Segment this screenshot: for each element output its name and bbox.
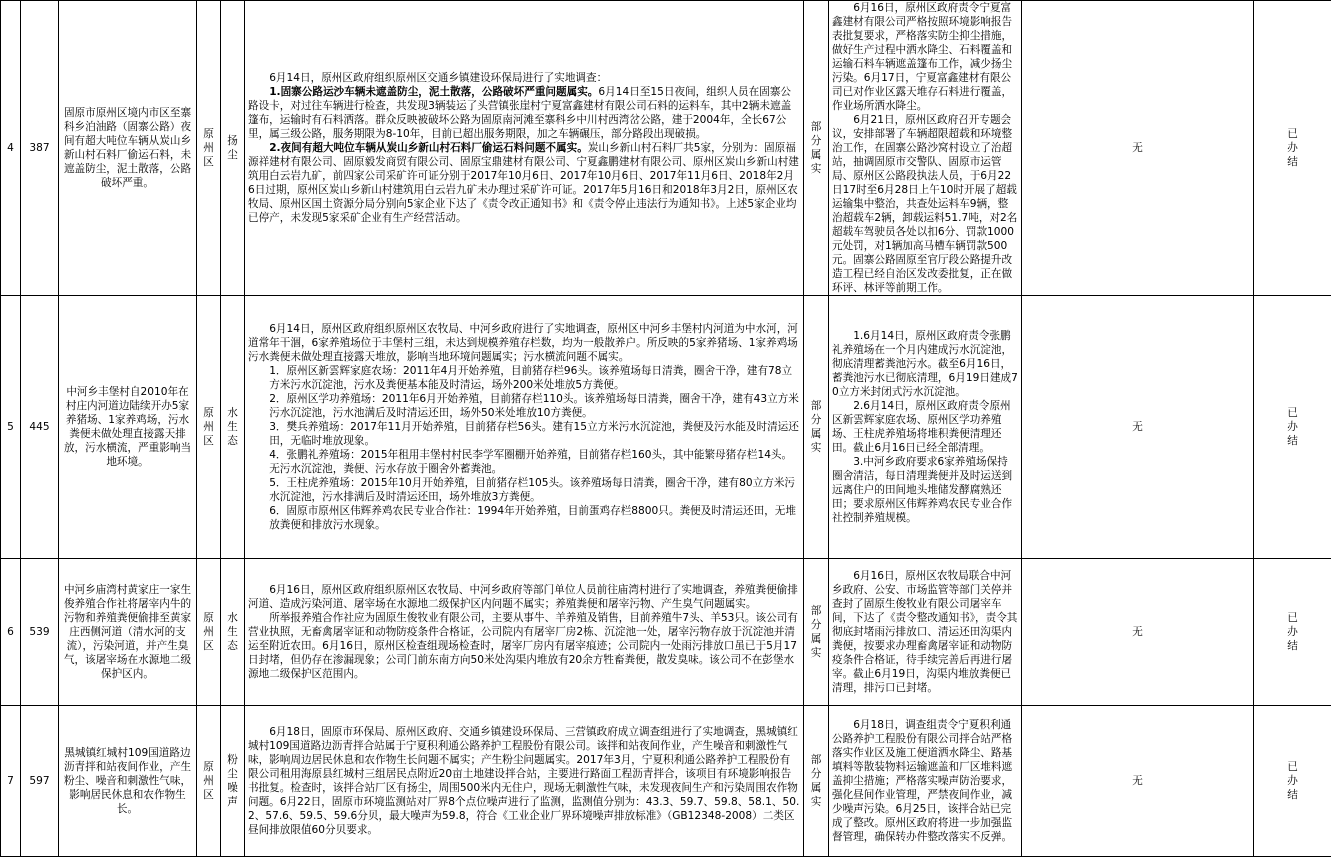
complaint-description: 中河乡丰堡村自2010年在村庄内河道边陆续开办5家养猪场、1家养鸡场，污水粪便未做处理直接露天排放，污水横流，严重影响当地环境。 — [59, 296, 197, 559]
row-index: 7 — [1, 706, 21, 857]
finding-detail: 炭山乡新山村石料厂共5家，分别为：固原福源祥建材有限公司、固原毅发商贸有限公司、固原宝鼎建材有限公司、宁夏鑫鹏建材有限公司、原州区炭山乡新山村建筑用白云岩九矿，前四家公司采矿许可证分别于2017年10月6日、2017年10月6日、2017年11月6日、2018年2月6日过期，原州区炭山乡新山村建筑用白云岩九矿未办理过采矿许可证。2017年5月16日和2018年3月2日，原州区农牧局、原州区国土资源分局分别向5家企业下达了《责令改正通知书》和《责令停止违法行为通知书》。上述5家企业均已停产，未发现5家采矿企业有生产经营活动。 — [248, 142, 799, 224]
investigation-paragraph: 3．樊兵养殖场：2017年11月开始养殖，目前猪存栏56头。建有15立方米污水沉淀池，粪便及污水能及时清运还田，无临时堆放现象。 — [248, 420, 800, 448]
investigation-paragraph — [248, 141, 800, 225]
table-row — [1, 296, 1331, 559]
rectification-paragraph: 2.6月14日，原州区政府责令原州区新雲辉家庭农场、原州区学功养殖场、王柱虎养殖场将堆积粪便清理还田。截止6月16日已经全部清理。 — [832, 399, 1018, 455]
investigation-details — [245, 296, 804, 559]
table-row — [1, 706, 1331, 857]
complaint-number: 445 — [21, 296, 59, 559]
verification-result: 部分属实 — [804, 296, 829, 559]
investigation-paragraph — [248, 85, 800, 141]
admin-area: 原州区 — [197, 559, 221, 706]
status: 已办结 — [1254, 296, 1331, 559]
investigation-paragraph: 2．原州区学功养殖场：2011年6月开始养殖，目前猪存栏110头。该养殖场每日清粪，圈舍干净，建有43立方米污水沉淀池，污水池满后及时清运还田，场外50米处堆放10方粪便。 — [248, 392, 800, 420]
finding-detail: 6月14日至15日夜间，组织人员在固寨公路设卡，对过往车辆进行检查，共发现3辆装运了头营镇张崖村宁夏富鑫建材有限公司石料的运料车，其中2辆未遮盖篷布，运输时有石料洒落。群众反映被破坏公路为固原南河滩至寨科乡中川村西湾岔公路，建于2004年，全长67公里，属三级公路，服务期限为8-10年，目前已超出服务期限，加之车辆碾压，部分路段出现破损。 — [248, 86, 791, 140]
investigation-paragraph: 5．王柱虎养殖场：2015年10月开始养殖，目前猪存栏105头。该养殖场每日清粪，圈舍干净，建有80立方米污水沉淀池，污水排满后及时清运还田，场外堆放3方粪便。 — [248, 476, 800, 504]
row-index: 5 — [1, 296, 21, 559]
complaint-description: 固原市原州区境内市区至寨科乡泊油路（固寨公路）夜间有超大吨位车辆从炭山乡新山村石料厂偷运石料，未遮盖防尘，泥土散落，公路破坏严重。 — [59, 1, 197, 296]
table-row — [1, 559, 1331, 706]
accountability: 无 — [1022, 706, 1254, 857]
rectification-details — [829, 706, 1022, 857]
finding-heading: 1.固寨公路运沙车辆未遮盖防尘，泥土散落，公路破坏严重问题属实。 — [269, 86, 598, 98]
pollution-type: 粉尘噪声 — [221, 706, 245, 857]
investigation-details — [245, 559, 804, 706]
admin-area: 原州区 — [197, 296, 221, 559]
complaint-description: 中河乡庙湾村黄家庄一家生俊养殖合作社将屠宰内牛的污物和养殖粪便偷排至黄家庄西侧河道（清水河的支流），污染河道，并产生臭气，该屠宰场在水源地二级保护区内。 — [59, 559, 197, 706]
rectification-paragraph: 6月21日，原州区政府召开专题会议，安排部署了车辆超限超载和环境整治工作，在固寨公路沙窝村设立了治超站，抽调固原市交警队、固原市运管局、原州区公路段执法人员，于6月22日17时至6月28日上午10时开展了超载运输集中整治，共查处运料车9辆，整治超载车2辆，卸载运料51.7吨，对2名超载车驾驶员各处以扣6分、罚款1000元处罚，对1辆加高马槽车辆罚款500元。固寨公路固原至官厅段公路提升改造工程已经自治区发改委批复，正在做环评、林评等前期工作。 — [832, 113, 1018, 295]
complaint-number: 597 — [21, 706, 59, 857]
verification-result: 部分属实 — [804, 1, 829, 296]
pollution-type: 水生态 — [221, 559, 245, 706]
rectification-details — [829, 296, 1022, 559]
table-row — [1, 1, 1331, 296]
status: 已办结 — [1254, 1, 1331, 296]
investigation-paragraph: 6．固原市原州区伟辉养鸡农民专业合作社：1994年开始养殖，目前蛋鸡存栏8800只。粪便及时清运还田，无堆放粪便和排放污水现象。 — [248, 504, 800, 532]
investigation-paragraph: 4．张鹏礼养殖场：2015年租用丰堡村村民李学军圈棚开始养殖，目前猪存栏160头，其中能繁母猪存栏14头。无污水沉淀池，粪便、污水存放于圈舍外蓄粪池。 — [248, 448, 800, 476]
admin-area: 原州区 — [197, 706, 221, 857]
rectification-details — [829, 1, 1022, 296]
verification-result: 部分属实 — [804, 706, 829, 857]
accountability: 无 — [1022, 559, 1254, 706]
row-index: 4 — [1, 1, 21, 296]
rectification-paragraph: 6月18日，调查组责令宁夏积利通公路养护工程股份有限公司拌合站严格落实作业区及施工便道洒水降尘、路基填料等散装物料运输遮盖和厂区堆料遮盖抑尘措施；严格落实噪声防治要求，强化昼间作业管理，严禁夜间作业，减少噪声污染。6月25日，该拌合站已完成了整改。原州区政府将进一步加强监督管理，确保转办件整改落实不反弹。 — [832, 718, 1018, 844]
investigation-paragraph: 所举报养殖合作社应为固原生俊牧业有限公司，主要从事牛、羊养殖及销售，目前养殖牛7头、羊53只。该公司有营业执照，无畜禽屠宰证和动物防疫条件合格证，公司院内有屠宰厂房2栋、沉淀池一处，屠宰污物存放于沉淀池并清运至附近农田。6月16日，原州区检查组现场检查时，屠宰厂房内有屠宰痕迹；公司院内一处雨污排放口虽已于5月17日封堵，但仍存在渗漏现象；公司门前东南方向50米处沟渠内堆放有20余方牲畜粪便，散发臭味。该公司不在彭堡水源地二级保护区范围内。 — [248, 611, 800, 681]
accountability: 无 — [1022, 296, 1254, 559]
admin-area: 原州区 — [197, 1, 221, 296]
status: 已办结 — [1254, 559, 1331, 706]
investigation-details — [245, 706, 804, 857]
investigation-paragraph: 6月16日，原州区政府组织原州区农牧局、中河乡政府等部门单位人员前往庙湾村进行了实地调查，养殖粪便偷排河道、造成污染河道、屠宰场在水源地二级保护区内问题不属实；养殖粪便和屠宰污物、产生臭气问题属实。 — [248, 583, 800, 611]
row-index: 6 — [1, 559, 21, 706]
status: 已办结 — [1254, 706, 1331, 857]
rectification-details — [829, 559, 1022, 706]
rectification-paragraph: 3.中河乡政府要求6家养殖场保持圈舍清洁，每日清理粪便并及时运送到远离住户的田间地头堆储发酵腐熟还田；要求原州区伟辉养鸡农民专业合作社控制养殖规模。 — [832, 455, 1018, 525]
finding-heading: 2.夜间有超大吨位车辆从炭山乡新山村石料厂偷运石料问题不属实。 — [269, 142, 588, 154]
accountability: 无 — [1022, 1, 1254, 296]
pollution-type: 扬尘 — [221, 1, 245, 296]
investigation-details — [245, 1, 804, 296]
complaint-number: 539 — [21, 559, 59, 706]
investigation-paragraph: 1．原州区新雲辉家庭农场：2011年4月开始养殖，目前猪存栏96头。该养殖场每日清粪，圈舍干净，建有78立方米污水沉淀池，污水及粪便基本能及时清运，场外200米处堆放5方粪便。 — [248, 364, 800, 392]
complaint-description: 黑城镇红城村109国道路边沥青拌和站夜间作业，产生粉尘、噪音和刺激性气味，影响居民休息和农作物生长。 — [59, 706, 197, 857]
pollution-type: 水生态 — [221, 296, 245, 559]
rectification-paragraph: 6月16日，原州区政府责令宁夏富鑫建材有限公司严格按照环境影响报告表批复要求，严格落实防尘抑尘措施，做好生产过程中洒水降尘、石料覆盖和运输石料车辆遮盖篷布工作，减少扬尘污染。6月17日，宁夏富鑫建材有限公司已对作业区露天堆存石料进行覆盖，作业场所洒水降尘。 — [832, 1, 1018, 113]
verification-result: 部分属实 — [804, 559, 829, 706]
investigation-paragraph: 6月18日，固原市环保局、原州区政府、交通乡镇建设环保局、三营镇政府成立调查组进行了实地调查，黑城镇红城村109国道路边沥青拌合站属于宁夏积利通公路养护工程股份有限公司。该拌和站夜间作业，产生噪音和刺激性气味，影响周边居民休息和农作物生长问题不属实；产生粉尘问题属实。2017年3月，宁夏积利通公路养护工程股份有限公司租用海原县红城村三组居民点附近20亩土地建设拌合站，主要进行路面工程沥青拌合，该项目有环境影响报告书批复。检查时，该拌合站厂区有扬尘，周围500米内无住户，现场无刺激性气味，未发现夜间生产和污染周围农作物问题。6月22日，固原市环境监测站对厂界8个点位噪声进行了监测，监测值分别为：43.3、59.7、59.8、58.1、50.2、57.6、59.5、59.6分贝，最大噪声为59.8，符合《工业企业厂界环境噪声排放标准》（GB12348-2008）二类区昼间排放限值60分贝要求。 — [248, 725, 800, 837]
investigation-paragraph: 6月14日，原州区政府组织原州区农牧局、中河乡政府进行了实地调查，原州区中河乡丰堡村内河道为中水河，河道常年干涸，6家养殖场位于丰堡村三组，未达到规模养殖存栏数，均为一般散养户。所反映的5家养猪场、1家养鸡场污水粪便未做处理直接露天堆放，影响当地环境问题属实；污水横流问题不属实。 — [248, 322, 800, 364]
rectification-paragraph: 1.6月14日，原州区政府责令张鹏礼养殖场在一个月内建成污水沉淀池，彻底清理蓄粪池污水。截至6月16日，蓄粪池污水已彻底清理，6月19日建成70立方米封闭式污水沉淀池。 — [832, 329, 1018, 399]
investigation-paragraph: 6月14日，原州区政府组织原州区交通乡镇建设环保局进行了实地调查： — [248, 71, 800, 85]
complaint-number: 387 — [21, 1, 59, 296]
rectification-paragraph: 6月16日，原州区农牧局联合中河乡政府、公安、市场监管等部门关停并查封了固原生俊牧业有限公司屠宰车间，下达了《责令整改通知书》，责令其彻底封堵雨污排放口、清运还田沟渠内粪便，按要求办理畜禽屠宰证和动物防疫条件合格证，待手续完善后再进行屠宰。截止6月19日，沟渠内堆放粪便已清理，排污口已封堵。 — [832, 569, 1018, 695]
